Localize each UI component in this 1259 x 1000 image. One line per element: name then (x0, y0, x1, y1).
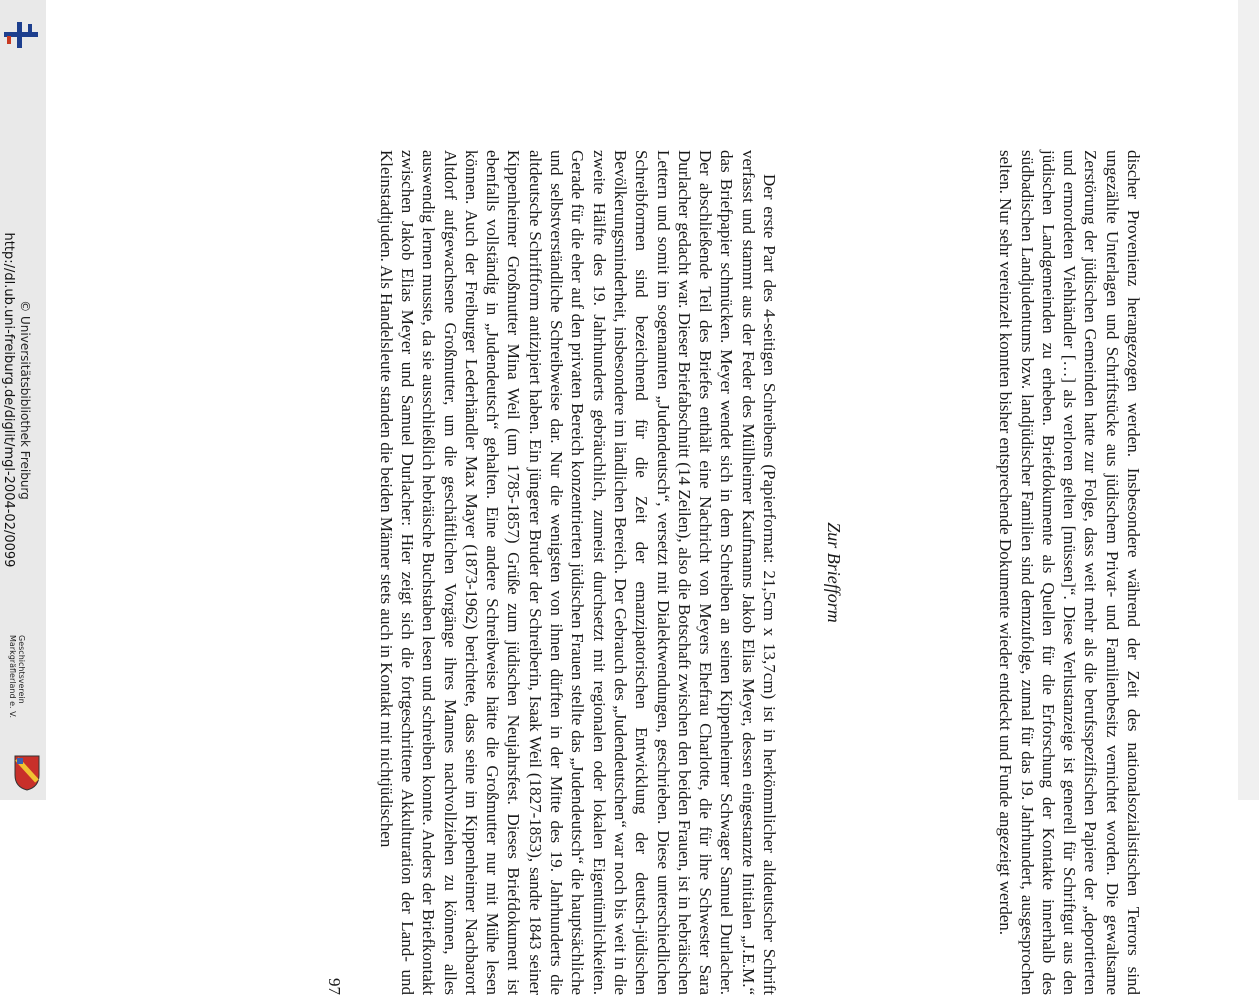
scanned-page (144, 150, 1144, 1000)
society-label (0, 635, 26, 745)
body-paragraph-1: discher Provenienz herangezogen werden. Insbesondere während der Zeit des nationalsozialistischen Terrors sind ungezählte Unterlagen und Schriftstücke aus jüdischem Privat- und Familienbesitz vernichtet worden. Die gewaltsame Zerstörung der jüdischen Gemeinden hatte zur Folge, dass weit mehr als die berufsspezifischen Papiere der „deportierten und ermordeten Viehhändler […] als verloren gelten [müssen]“. Diese Verlustanzeige ist generell für Schriftgut aus den jüdischen Landgemeinden zu erheben. Briefdokumente als Quellen für die Erforschung der Kontakte innerhalb des südbadischen Landjudentums bzw. landjüdischer Familien sind demzufolge, zumal für das 19. Jahrhundert, ausgesprochen selten. Nur sehr vereinzelt konnten bisher entsprechende Dokumente wieder entdeckt und Funde angezeigt werden. (996, 150, 1143, 995)
society-line-1: Geschichtsverein (17, 635, 26, 704)
viewer-sidebar-left (0, 0, 46, 800)
copyright-notice: © Universitätsbibliothek Freiburg (18, 300, 32, 500)
section-heading: Zur Briefform (824, 522, 844, 623)
society-line-2: Markgräflerland e. V. (8, 635, 17, 719)
permalink-url[interactable]: http://dl.ub.uni-freiburg.de/diglit/mgl-2004-02/0099 (1, 232, 16, 568)
coat-of-arms-icon (14, 755, 40, 791)
body-paragraph-2: Der erste Part des 4-seitigen Schreibens (Papierformat: 21,5cm x 13,7cm) ist in herkömmlicher altdeutscher Schrift verfasst und stammt aus der Feder des Müllheimer Kaufmanns Jakob Elias Meyer, dessen eingestanzte Initialen „J.E.M.“ das Briefpapier schmücken. Meyer wendet sich in dem Schreiben an seinen Kippenheimer Schwager Samuel Durlacher. Der abschließende Teil des Briefes enthält eine Nachricht von Meyers Ehefrau Charlotte, die für ihre Schwester Sara Durlacher gedacht war. Dieser Briefabschnitt (14 Zeilen), also die Botschaft zwischen den beiden Frauen, ist in hebräischen Lettern und somit im sogenannten „Judendeutsch“, versetzt mit Dialektwendungen, geschrieben. Diese unterschiedlichen Schreibformen sind bezeichnend für die Zeit der emanzipatorischen Entwicklung der deutsch-jüdischen Bevölkerungsminderheit, insbesondere im ländlichen Bereich. Der Gebrauch des „Judendeutschen“ war noch bis weit in die zweite Hälfte des 19. Jahrhunderts gebräuchlich, zumeist durchsetzt mit regionalen oder lokalen Eigentümlichkeiten. Gerade für die eher auf den privaten Bereich konzentrierten jüdischen Frauen stellte das „Judendeutsch“ die hauptsächliche und selbstverständliche Schreibweise dar. Nur die wenigsten von ihnen dürften in der Mitte des 19. Jahrhunderts die altdeutsche Schriftform antizipiert haben. Ein jüngerer Bruder der Schreiberin, Isaak Weil (1827-1853), sandte 1843 seiner Kippenheimer Großmutter Mina Weil (um 1785-1857) Grüße zum jüdischen Neujahrsfest. Dieses Briefdokument ist ebenfalls vollständig in „Judendeutsch“ gehalten. Eine andere Schreibweise hätte die Großmutter nur mit Mühe lesen können. Auch der Freiburger Lederhändler Max Mayer (1873-1962) berichtete, dass seine im Kippenheimer Nachbarort Altdorf aufgewachsene Großmutter, um die geschäftlichen Vorgänge ihres Mannes nachvollziehen zu können, alles auswendig lernen musste, da sie ausschließlich hebräische Buchstaben lesen und schreiben konnte. Anders der Briefkontakt zwischen Jakob Elias Meyer und Samuel Durlacher: Hier zeigt sich die fortgeschrittene Akkulturation der Land- und Kleinstadtjuden. Als Handelsleute standen die beiden Männer stets auch in Kontakt mit nichtjüdischen (376, 150, 779, 996)
page-number: 97 (325, 978, 344, 995)
viewer-sidebar-right (1238, 0, 1259, 800)
library-logo-icon[interactable] (4, 22, 38, 48)
